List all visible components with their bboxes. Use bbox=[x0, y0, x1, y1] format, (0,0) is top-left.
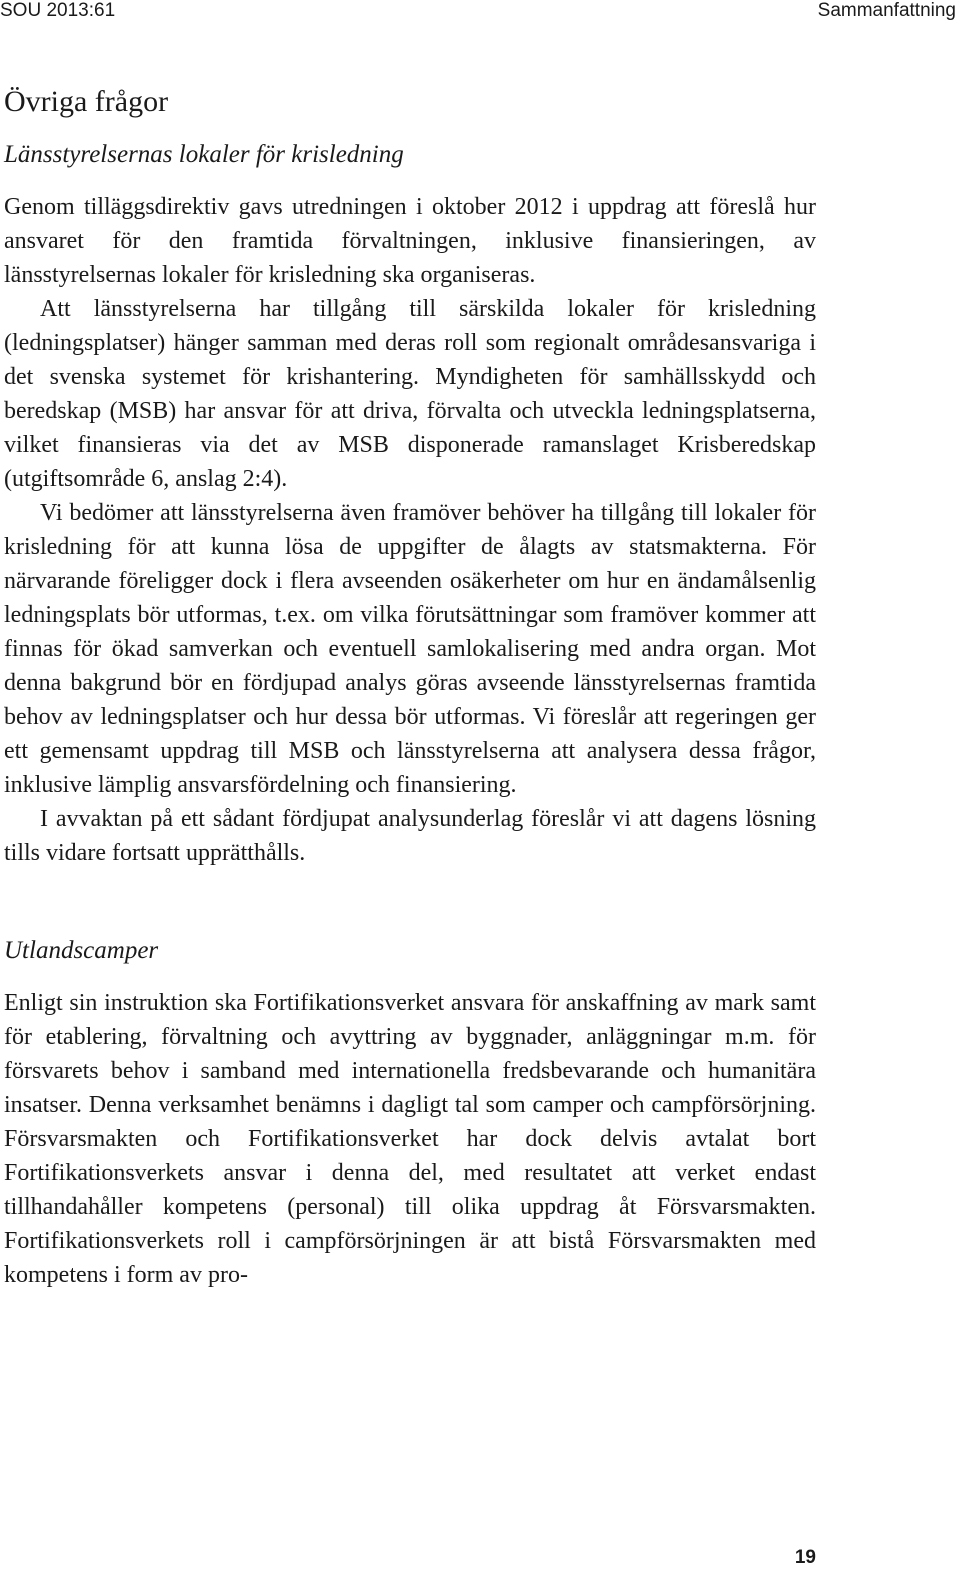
subsection-title-utlandscamper: Utlandscamper bbox=[4, 937, 159, 964]
paragraph: Vi bedömer att länsstyrelserna även framöver behöver ha tillgång till lokaler för krisledning för att kunna lösa de uppgifter de ålagts av statsmakterna. För närvarande föreligger dock i flera avseenden osäkerheter om hur en ändamålsenlig ledningsplats bör utformas, t.ex. om vilka förutsättningar som framöver kommer att finnas för ökad samverkan och eventuell samlokalisering med andra organ. Mot denna bakgrund bör en fördjupad analys göras avseende länsstyrelsernas framtida behov av ledningsplatser och hur dessa bör utformas. Vi föreslår att regeringen ger ett gemensamt uppdrag till MSB och länsstyrelserna att analysera dessa frågor, inklusive lämplig ansvarsfördelning och finansiering. bbox=[4, 500, 816, 798]
paragraph: Genom tilläggsdirektiv gavs utredningen i oktober 2012 i uppdrag att föreslå hur ansvaret för den framtida förvaltningen, inklusive finansieringen, av länsstyrelsernas lokaler för krisledning ska organiseras. bbox=[4, 194, 816, 288]
paragraph: I avvaktan på ett sådant fördjupat analysunderlag föreslår vi att dagens lösning tills vidare fortsatt upprätthålls. bbox=[4, 806, 816, 866]
running-header bbox=[0, 0, 960, 28]
paragraph: Enligt sin instruktion ska Fortifikationsverket ansvara för anskaffning av mark samt för etablering, förvaltning och avyttring av byggnader, anläggningar m.m. för försvarets behov i samband med internationella fredsbevarande och humanitära insatser. Denna verksamhet benämns i dagligt tal som camper och campförsörjning. Försvarsmakten och Fortifikationsverket har dock delvis avtalat bort Fortifikationsverkets ansvar i denna del, med resultatet att verket endast tillhandahåller kompetens (personal) till olika uppdrag åt Försvarsmakten. Fortifikationsverkets roll i campförsörjningen är att bistå Försvarsmakten med kompetens i form av pro- bbox=[4, 990, 816, 1288]
section-title: Övriga frågor bbox=[4, 85, 169, 118]
paragraph: Att länsstyrelserna har tillgång till särskilda lokaler för krisledning (ledningsplatser) hänger samman med deras roll som regionalt områdesansvariga i det svenska systemet för krishantering. Myndigheten för samhällsskydd och beredskap (MSB) har ansvar för att driva, förvalta och utveckla ledningsplatserna, vilket finansieras via det av MSB disponerade ramanslaget Krisberedskap (utgiftsområde 6, anslag 2:4). bbox=[4, 296, 816, 492]
chapter-name: Sammanfattning bbox=[817, 0, 956, 21]
page-number: 19 bbox=[794, 1547, 816, 1568]
report-id: SOU 2013:61 bbox=[0, 0, 116, 21]
subsection-title-krisledning: Länsstyrelsernas lokaler för krisledning bbox=[4, 141, 404, 168]
page-body bbox=[4, 84, 816, 1292]
